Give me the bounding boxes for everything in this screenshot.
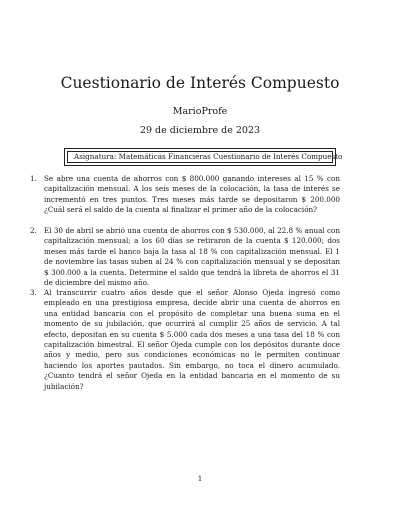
document-title: Cuestionario de Interés Compuesto	[60, 74, 340, 92]
page-number: 1	[197, 474, 203, 483]
question-text: Se abre una cuenta de ahorros con $ 800.000 ganando intereses al 15 % con capitalización mensual. A los seis meses de la colocación, la tasa de interés se incrementó en tres puntos. Tres meses más tarde se depositaron $ 200.000 ¿Cuál será el saldo de la cuenta al finalizar el primer año de la colocación?	[44, 174, 340, 215]
subject-box-text: Asignatura: Matemáticas Financieras Cuestionario de Interés Compuesto	[74, 152, 343, 161]
question-number: 3.	[30, 288, 37, 297]
question-text: El 30 de abril se abrió una cuenta de ahorros con $ 530.000, al 22.8 % anual con capitalización mensual; a los 60 días se retiraron de la cuenta $ 120.000; dos meses más tarde el banco baja la tasa al 18 % con capitalización mensual. El 1 de noviembre las tasas suben al 24 % con capitalización mensual y se depositan $ 300.000 a la cuenta. Determine el saldo que tendrá la libreta de ahorros el 31 de diciembre del mismo año.	[44, 226, 340, 288]
question-text: Al transcurrir cuatro años desde que el señor Alonso Ojeda ingresó como empleado en una prestigiosa empresa, decide abrir una cuenta de ahorros en una entidad bancaria con el propósito de completar una buena suma en el momento de su jubilación, que ocurrirá al cumplir 25 años de servicio. A tal efecto, depositan en su cuenta $ 5.000 cada dos meses a una tasa del 18 % con capitalización bimestral. El señor Ojeda cumple con los depósitos durante doce años y medio, pero sus condiciones económicas no le permiten continuar haciendo los aportes pautados. Sin embargo, no toca el dinero acumulado. ¿Cuanto tendrá el señor Ojeda en la entidad bancaria en el momento de su jubilación?	[44, 288, 340, 391]
document-author: MarioProfe	[172, 106, 228, 117]
subject-box	[64, 148, 343, 166]
question-3	[30, 288, 340, 392]
question-number: 2.	[30, 226, 37, 235]
subject-box-inner	[67, 151, 343, 163]
document-date: 29 de diciembre de 2023	[139, 125, 261, 136]
question-2	[30, 226, 340, 288]
question-number: 1.	[30, 174, 37, 183]
question-1	[30, 174, 340, 216]
